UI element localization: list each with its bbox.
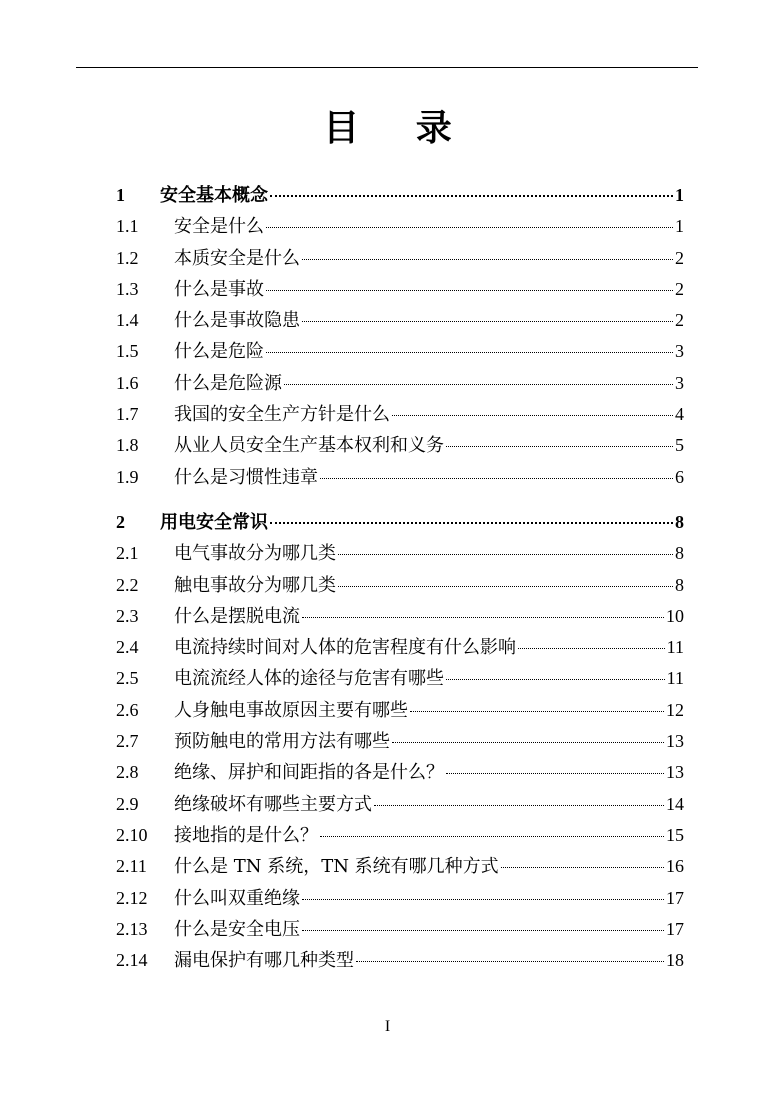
dot-leader	[266, 352, 673, 353]
toc-entry-label: 什么是习惯性违章	[174, 466, 318, 488]
dot-leader	[270, 522, 673, 524]
toc-entry[interactable]	[116, 695, 684, 726]
toc-entry-number: 2	[116, 511, 125, 532]
toc-entry-label: 安全基本概念	[160, 185, 268, 206]
toc-entry[interactable]	[116, 211, 684, 242]
toc-entry-label: 我国的安全生产方针是什么	[174, 404, 390, 426]
toc-entry-label: 什么是危险源	[174, 372, 282, 394]
toc-entry-label: 绝缘、屏护和间距指的各是什么？	[174, 762, 444, 784]
toc-entry[interactable]	[116, 914, 684, 945]
toc-entry-number: 1.1	[116, 216, 139, 237]
toc-entry[interactable]	[116, 883, 684, 914]
toc-entry-number: 1.5	[116, 341, 139, 362]
toc-entry-number: 2.6	[116, 699, 139, 720]
toc-entry-number: 2.12	[116, 887, 148, 908]
dot-leader	[338, 554, 673, 555]
toc-entry-number: 2.2	[116, 574, 139, 595]
toc-entry[interactable]	[116, 538, 684, 569]
dot-leader	[392, 415, 673, 416]
toc-entry-page: 4	[675, 404, 684, 425]
dot-leader	[302, 321, 673, 322]
toc-entry-page: 10	[666, 605, 684, 626]
toc-entry-number: 2.14	[116, 950, 148, 971]
toc-entry[interactable]	[116, 336, 684, 367]
dot-leader	[320, 478, 673, 479]
toc-entry-page: 8	[675, 543, 684, 564]
dot-leader	[270, 195, 673, 197]
toc-entry[interactable]	[116, 368, 684, 399]
toc-entry-page: 17	[666, 918, 684, 939]
toc-entry-number: 2.4	[116, 637, 139, 658]
toc-entry-label: 什么是危险	[174, 341, 264, 363]
toc-entry[interactable]	[116, 757, 684, 788]
toc-entry-label: 漏电保护有哪几种类型	[174, 950, 354, 972]
toc-entry-page: 13	[666, 762, 684, 783]
toc-entry-number: 1.3	[116, 278, 139, 299]
toc-chapter-entry[interactable]	[116, 507, 684, 538]
dot-leader	[302, 930, 664, 931]
toc-entry[interactable]	[116, 945, 684, 976]
toc-entry-number: 2.1	[116, 543, 139, 564]
toc-entry-number: 1.6	[116, 372, 139, 393]
dot-leader	[284, 384, 673, 385]
toc-entry-page: 15	[666, 824, 684, 845]
toc-entry-number: 1	[116, 185, 125, 205]
dot-leader	[501, 867, 664, 868]
toc-entry-label: 预防触电的常用方法有哪些	[174, 731, 390, 753]
toc-entry-number: 2.13	[116, 918, 148, 939]
toc-entry-page: 2	[675, 247, 684, 268]
dot-leader	[320, 836, 664, 837]
toc-entry-label: 什么是 TN 系统，TN 系统有哪几种方式	[174, 856, 499, 878]
toc-entry-page: 3	[675, 341, 684, 362]
toc-entry[interactable]	[116, 430, 684, 461]
dot-leader	[446, 773, 664, 774]
table-of-contents	[116, 180, 684, 976]
toc-entry-label: 接地指的是什么？	[174, 824, 318, 846]
toc-entry-page: 1	[675, 185, 684, 205]
toc-entry-number: 2.3	[116, 605, 139, 626]
dot-leader	[302, 899, 664, 900]
toc-entry-label: 什么是安全电压	[174, 918, 300, 940]
toc-entry-page: 17	[666, 887, 684, 908]
toc-entry-number: 2.5	[116, 668, 139, 689]
toc-entry-number: 2.10	[116, 824, 148, 845]
toc-entry-label: 从业人员安全生产基本权利和义务	[174, 435, 444, 457]
toc-entry[interactable]	[116, 274, 684, 305]
page-number: I	[384, 1018, 391, 1035]
toc-entry-page: 3	[675, 372, 684, 393]
dot-leader	[266, 290, 673, 291]
toc-entry-number: 2.11	[116, 856, 147, 877]
toc-entry-page: 14	[666, 793, 684, 814]
header-rule	[76, 67, 698, 68]
toc-entry-page: 12	[666, 699, 684, 720]
toc-entry[interactable]	[116, 632, 684, 663]
toc-entry-label: 电气事故分为哪几类	[174, 543, 336, 565]
toc-entry[interactable]	[116, 570, 684, 601]
dot-leader	[374, 805, 664, 806]
toc-entry-page: 8	[675, 574, 684, 595]
toc-entry-number: 1.2	[116, 247, 139, 268]
toc-entry[interactable]	[116, 789, 684, 820]
toc-entry-label: 绝缘破坏有哪些主要方式	[174, 793, 372, 815]
dot-leader	[266, 227, 673, 228]
dot-leader	[410, 711, 664, 712]
dot-leader	[302, 259, 673, 260]
toc-entry-page: 11	[666, 668, 684, 689]
toc-entry[interactable]	[116, 726, 684, 757]
toc-entry-label: 触电事故分为哪几类	[174, 574, 336, 596]
dot-leader	[518, 648, 665, 649]
toc-entry-label: 本质安全是什么	[174, 247, 300, 269]
toc-entry[interactable]	[116, 851, 684, 882]
toc-entry[interactable]	[116, 305, 684, 336]
toc-entry-number: 1.8	[116, 435, 139, 456]
toc-entry-number: 2.9	[116, 793, 139, 814]
toc-entry-page: 6	[675, 466, 684, 487]
toc-entry-page: 18	[666, 950, 684, 971]
toc-entry-label: 什么是事故	[174, 278, 264, 300]
toc-entry-page: 13	[666, 731, 684, 752]
toc-entry-page: 11	[666, 637, 684, 658]
toc-entry[interactable]	[116, 462, 684, 493]
toc-entry-number: 1.9	[116, 466, 139, 487]
toc-entry-number: 2.8	[116, 762, 139, 783]
toc-entry-number: 1.4	[116, 310, 139, 331]
toc-entry-label: 什么叫双重绝缘	[174, 887, 300, 909]
toc-entry-number: 1.7	[116, 404, 139, 425]
toc-entry-label: 什么是事故隐患	[174, 310, 300, 332]
toc-entry[interactable]	[116, 820, 684, 851]
toc-entry[interactable]	[116, 399, 684, 430]
toc-entry-page: 2	[675, 278, 684, 299]
toc-entry-number: 2.7	[116, 731, 139, 752]
toc-entry-page: 5	[675, 435, 684, 456]
page-title: 目 录	[323, 107, 474, 149]
toc-entry-label: 人身触电事故原因主要有哪些	[174, 699, 408, 721]
toc-entry-label: 什么是摆脱电流	[174, 605, 300, 627]
dot-leader	[392, 742, 664, 743]
toc-entry-page: 2	[675, 310, 684, 331]
toc-entry[interactable]	[116, 601, 684, 632]
toc-entry-page: 1	[675, 216, 684, 237]
toc-entry-page: 16	[666, 856, 684, 877]
toc-entry[interactable]	[116, 663, 684, 694]
toc-entry-label: 用电安全常识	[160, 511, 268, 533]
dot-leader	[356, 961, 664, 962]
dot-leader	[338, 586, 673, 587]
toc-entry-label: 电流持续时间对人体的危害程度有什么影响	[174, 637, 516, 659]
toc-entry-label: 电流流经人体的途径与危害有哪些	[174, 668, 444, 690]
toc-chapter-entry[interactable]	[116, 180, 684, 211]
toc-entry-page: 8	[675, 511, 684, 532]
toc-entry-label: 安全是什么	[174, 216, 264, 238]
dot-leader	[302, 617, 664, 618]
toc-entry[interactable]	[116, 243, 684, 274]
dot-leader	[446, 679, 665, 680]
dot-leader	[446, 446, 673, 447]
